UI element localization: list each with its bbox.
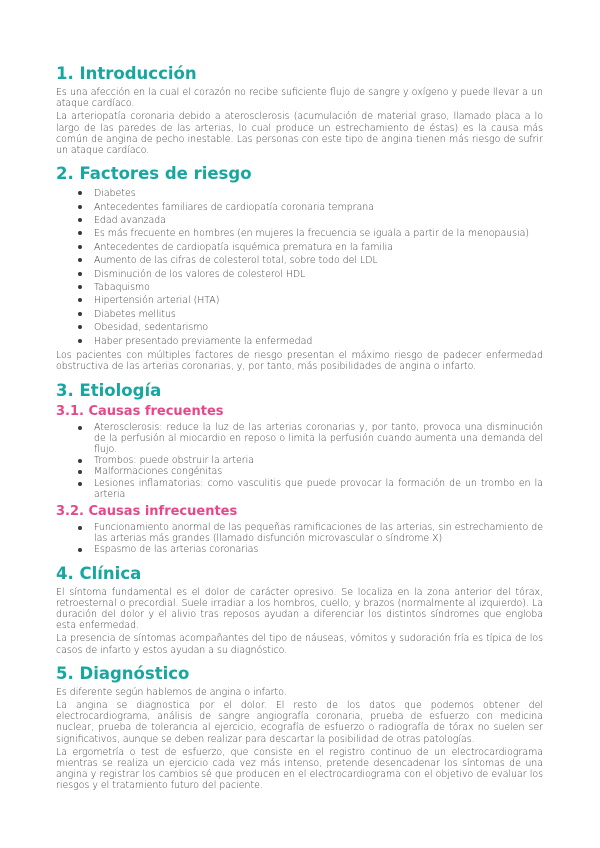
paragraph: La ergometría o test de esfuerzo, que consiste en el registro continuo de un electrocardiograma mientras se realiza un ejercicio cada vez más intenso, pretende desencadenar los síntomas de una angina y registrar los cambios sé que producen en el electrocardiograma con el objetivo de evaluar los riesgos y el tratamiento futuro del paciente. [56, 746, 543, 792]
bullet-icon [78, 459, 82, 463]
list-item: Hipertensión arterial (HTA) [56, 294, 543, 307]
bullet-icon [78, 218, 82, 222]
section-title: 5. Diagnóstico [56, 663, 190, 683]
list-item: Espasmo de las arterias coronarias [56, 544, 543, 555]
subsection-causas-infrecuentes [56, 504, 543, 556]
section-title: 1. Introducción [56, 64, 197, 83]
section-title: 2. Factores de riesgo [56, 164, 252, 184]
section-introduccion [56, 64, 543, 156]
list-item: Antecedentes de cardiopatía isquémica prematura en la familia [56, 241, 543, 254]
section-title: 3. Etiología [56, 380, 162, 400]
bullet-icon [78, 272, 82, 276]
document-page [56, 64, 543, 794]
paragraph: La presencia de síntomas acompañantes del tipo de náuseas, vómitos y sudoración fría es típica de los casos de infarto y estos ayudan a su diagnóstico. [56, 633, 543, 656]
list-item: Lesiones inflamatorias: como vasculitis que puede provocar la formación de un trombo en la arteria [56, 478, 543, 500]
bullet-icon [78, 285, 82, 289]
subsection-title: 3.1. Causas frecuentes [56, 403, 224, 419]
section-etiologia [56, 381, 543, 556]
list-item: Malformaciones congénitas [56, 466, 543, 477]
bullet-icon [78, 339, 82, 343]
list-item: Obesidad, sedentarismo [56, 321, 543, 334]
list-item: Antecedentes familiares de cardiopatía coronaria temprana [56, 201, 543, 214]
subsection-causas-frecuentes [56, 404, 543, 500]
list-item: Diabetes mellitus [56, 308, 543, 321]
list-item: Diabetes [56, 187, 543, 200]
bullet-icon [78, 231, 82, 235]
paragraph: La angina se diagnostica por el dolor. El resto de los datos que podemos obtener del electrocardiograma, análisis de sangre angiografía coronaria, prueba de esfuerzo con medicina nuclear, prueba de tolerancia al ejercicio, ecografía de esfuerzo o radiografía de tórax no suelen ser significativos, aunque se deben realizar para descartar la posibilidad de otras patologías. [56, 699, 543, 745]
risk-factor-list [56, 187, 543, 348]
bullet-icon [78, 191, 82, 195]
list-item: Aumento de las cifras de colesterol total, sobre todo del LDL [56, 254, 543, 267]
list-item: Edad avanzada [56, 214, 543, 227]
section-factores-riesgo [56, 164, 543, 372]
bullet-icon [78, 470, 82, 474]
list-item: Funcionamiento anormal de las pequeñas ramificaciones de las arterias, sin estrechamiento de las arterias más grandes (llamado disfunción microvascular o síndrome X) [56, 522, 543, 544]
list-item: Trombos: puede obstruir la arteria [56, 455, 543, 466]
bullet-icon [78, 548, 82, 552]
bullet-icon [78, 298, 82, 302]
subsection-title: 3.2. Causas infrecuentes [56, 503, 238, 519]
cause-list [56, 522, 543, 556]
cause-list [56, 422, 543, 500]
section-title: 4. Clínica [56, 563, 142, 583]
paragraph: La arteriopatía coronaria debido a aterosclerosis (acumulación de material graso, llamado placa a lo largo de las paredes de las arterias, lo cual produce un estrechamiento de éstas) es la causa más común de angina de pecho inestable. Las personas con este tipo de angina tienen más riesgo de sufrir un ataque cardíaco. [56, 111, 543, 157]
section-diagnostico [56, 664, 543, 792]
bullet-icon [78, 526, 82, 530]
bullet-icon [78, 312, 82, 316]
section-clinica [56, 564, 543, 656]
paragraph: Los pacientes con múltiples factores de riesgo presentan el máximo riesgo de padecer enfermedad obstructiva de las arterias coronarias, y, por tanto, más posibilidades de angina o infarto. [56, 350, 543, 373]
paragraph: Es diferente según hablemos de angina o infarto. [56, 686, 287, 698]
list-item: Disminución de los valores de colesterol HDL [56, 268, 543, 281]
bullet-icon [78, 482, 82, 486]
bullet-icon [78, 426, 82, 430]
bullet-icon [78, 205, 82, 209]
list-item: Es más frecuente en hombres (en mujeres la frecuencia se iguala a partir de la menopausia) [56, 227, 543, 240]
list-item: Tabaquismo [56, 281, 543, 294]
list-item: Haber presentado previamente la enfermedad [56, 335, 543, 348]
bullet-icon [78, 258, 82, 262]
list-item: Aterosclerosis: reduce la luz de las arterias coronarias y, por tanto, provoca una disminución de la perfusión al miocardio en reposo o limita la perfusión cuando aumenta una demanda del flujo. [56, 422, 543, 456]
bullet-icon [78, 325, 82, 329]
bullet-icon [78, 245, 82, 249]
paragraph: El síntoma fundamental es el dolor de carácter opresivo. Se localiza en la zona anterior del tórax, retroesternal o precordial. Suele irradiar a los hombros, cuello, y brazos (normalmente al izquierdo). La duración del dolor y el alivio tras reposos ayudan a diferenciar los distintos síndromes que engloba esta enfermedad. [56, 586, 543, 632]
paragraph: Es una afección en la cual el corazón no recibe suficiente flujo de sangre y oxígeno y puede llevar a un ataque cardíaco. [56, 87, 543, 110]
